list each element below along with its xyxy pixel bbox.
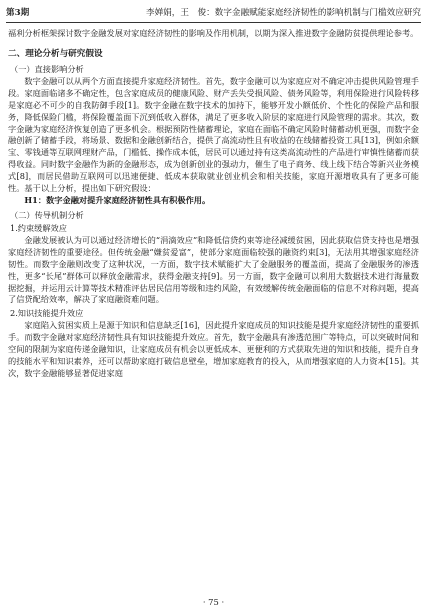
subsection-heading-direct-effect: （一）直接影响分析 [10,63,84,74]
paragraph-skill-improvement: 家庭陷入贫困实质上是源于知识和信息缺乏[16]，因此提升家庭成员的知识技能是提升家庭经济韧性的重要抓手。而数字金融对家庭经济韧性具有知识技能提升效应。首先，数字金融具有渗透范围广等特点，可以突破时间和空间的限制为家庭传递金融知识，让家庭成员有机会以更低成本、更便利的方式获取先进的知识和技能，提升自身的技能水平和知识素养，还可以帮助家庭打破信息壁垒，增加家庭教育的投入，从而增强家庭的人力资本[15]。其次，数字金融能够显著促进家庭 [8,320,419,378]
paragraph-direct-effect: 数字金融可以从两个方面直接提升家庭经济韧性。首先，数字金融可以为家庭应对不确定冲击提供风险管理手段。家庭面临诸多不确定性，包含家庭成员的健康风险、财产丢失受损风险、债务风险等，利用保险进行风险转移是家庭必不可少的自我防御手段[1]。数字金融在数字技术的加持下，能够开发小额低价、个性化的保险产品和服务，降低保险门槛，将保险覆盖面下沉到低收入群体，满足了更多收入阶层的家庭进行风险管理的需求。其次，数字金融为家庭经济恢复创造了更多机会。根据预防性储蓄理论，家庭在面临不确定风险时储蓄动机更强，而数字金融创新了储蓄手段，将场景、数据和金融创新结合，提供了高流动性且有收益的在线储蓄投资工具[13]，例如余额宝、零钱通等互联网理财产品，门槛低、操作成本低，居民可以通过持有这类高流动性的产品进行审慎性储蓄而获得收益。同时数字金融作为新的金融形态，成为创新创业的强动力，催生了电子商务、线上线下结合等新兴业务模式[8]，而居民借助互联网可以迅速便捷、低成本获取就业创业机会和相关技能，家庭开源增收具有了更多可能性。基于以上分析，提出如下研究假设： [8,75,419,194]
section-heading: 二、理论分析与研究假设 [8,48,103,59]
issue-number: 第3期 [6,8,30,18]
subsubsection-heading-constraint-relief: 1.约束缓解效应 [10,222,67,233]
page-number: · 75 · [202,597,225,607]
subsection-heading-mechanism: （二）传导机制分析 [10,209,84,220]
article-body [8,28,419,380]
hypothesis-h1: H1：数字金融对提升家庭经济韧性具有积极作用。 [24,194,211,205]
running-header [6,4,421,23]
running-title: 李婵娟，王 俊：数字金融赋能家庭经济韧性的影响机制与门槛效应研究 [145,8,421,18]
paragraph-constraint-relief: 金融发展被认为可以通过经济增长的“涓滴效应”和降低信贷约束等途径减缓贫困，因此获取信贷支持也是增强家庭经济韧性的重要途径。但传统金融“嫌贫爱富”，使部分家庭面临较强的融资约束[3]，无法用其增强家庭经济韧性。而数字金融则改变了这种状况，一方面，数字技术赋能扩大了金融服务的覆盖面，提高了金融服务的渗透性，更多“长尾”群体可以释放金融需求，获得金融支持[9]。另一方面，数字金融可以利用大数据技术进行海量数据挖掘，并运用云计算等技术精准评估居民信用等级和违约风险，有效缓解传统金融面临的信息不对称问题，提高了信贷配给效率，解决了家庭融资难问题。 [8,234,419,305]
paragraph-intro: 福利分析框架探讨数字金融发展对家庭经济韧性的影响及作用机制，以期为深入推进数字金融防贫提供理论参考。 [8,28,419,38]
subsubsection-heading-skill-improvement: 2.知识技能提升效应 [10,308,84,319]
